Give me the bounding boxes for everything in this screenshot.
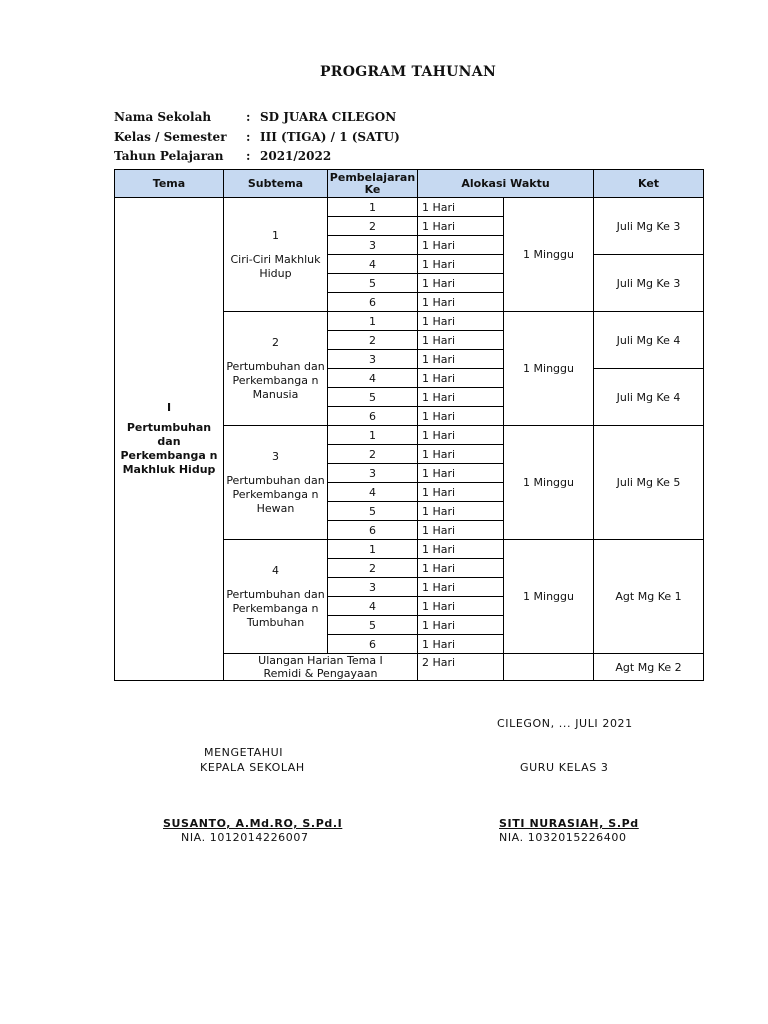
subtema-cell [224,540,328,654]
pembelajaran-number: 3 [328,464,418,483]
ket-cell: Juli Mg Ke 3 [594,198,704,255]
pembelajaran-number: 2 [328,445,418,464]
waktu-hari: 1 Hari [418,483,504,502]
pembelajaran-number: 5 [328,388,418,407]
place-date: CILEGON, ... JULI 2021 [497,717,633,730]
pembelajaran-number: 1 [328,426,418,445]
waktu-hari: 1 Hari [418,616,504,635]
waktu-hari: 1 Hari [418,350,504,369]
waktu-hari: 1 Hari [418,274,504,293]
guru-nia: NIA. 1032015226400 [499,831,627,844]
subtema-cell [224,198,328,312]
header-subtema: Subtema [224,170,328,198]
info-value: III (TIGA) / 1 (SATU) [260,130,400,144]
waktu-hari: 1 Hari [418,426,504,445]
info-separator: : [246,110,251,124]
waktu-hari: 1 Hari [418,331,504,350]
info-label: Tahun Pelajaran [114,149,224,163]
waktu-minggu: 1 Minggu [504,540,594,654]
pembelajaran-number: 6 [328,521,418,540]
header-ket: Ket [594,170,704,198]
waktu-hari: 1 Hari [418,293,504,312]
pembelajaran-number: 3 [328,236,418,255]
pembelajaran-number: 4 [328,369,418,388]
pembelajaran-number: 1 [328,312,418,331]
pembelajaran-number: 2 [328,217,418,236]
subtema-number: 1 [272,228,279,242]
ket-cell: Juli Mg Ke 4 [594,369,704,426]
tema-cell [115,198,224,681]
pembelajaran-number: 5 [328,502,418,521]
ket-cell: Agt Mg Ke 1 [594,540,704,654]
info-separator: : [246,130,251,144]
subtema-number: 3 [272,449,279,463]
waktu-hari: 1 Hari [418,445,504,464]
ulangan-label-cell [224,654,418,681]
ulangan-waktu: 2 Hari [418,654,504,681]
ket-cell: Juli Mg Ke 5 [594,426,704,540]
waktu-hari: 1 Hari [418,407,504,426]
waktu-hari: 1 Hari [418,559,504,578]
subtema-cell [224,426,328,540]
pembelajaran-number: 1 [328,540,418,559]
waktu-hari: 1 Hari [418,198,504,217]
waktu-minggu: 1 Minggu [504,198,594,312]
waktu-hari: 1 Hari [418,217,504,236]
subtema-name: Pertumbuhan dan Perkembanga n Tumbuhan [226,587,325,629]
waktu-minggu: 1 Minggu [504,312,594,426]
pembelajaran-number: 2 [328,559,418,578]
pembelajaran-number: 6 [328,293,418,312]
waktu-hari: 1 Hari [418,635,504,654]
table-row [115,198,704,217]
header-alokasi-waktu: Alokasi Waktu [418,170,594,198]
mengetahui-label: MENGETAHUI [204,746,284,759]
waktu-hari: 1 Hari [418,597,504,616]
subtema-number: 4 [272,563,279,577]
ulangan-ket: Agt Mg Ke 2 [594,654,704,681]
pembelajaran-number: 3 [328,350,418,369]
waktu-hari: 1 Hari [418,540,504,559]
header-pembelajaran: Pembelajaran Ke [328,170,418,198]
waktu-hari: 1 Hari [418,236,504,255]
pembelajaran-number: 4 [328,597,418,616]
info-label: Kelas / Semester [114,130,227,144]
tema-number: I [166,401,172,414]
ket-cell: Juli Mg Ke 3 [594,255,704,312]
pembelajaran-number: 1 [328,198,418,217]
remidi-label: Remidi & Pengayaan [263,667,378,680]
ulangan-minggu-empty [504,654,594,681]
table-header-row [115,170,704,198]
subtema-name: Ciri-Ciri Makhluk Hidup [230,252,321,280]
info-separator: : [246,149,251,163]
pembelajaran-number: 4 [328,255,418,274]
pembelajaran-number: 6 [328,407,418,426]
subtema-number: 2 [272,335,279,349]
header-tema: Tema [115,170,224,198]
guru-kelas-title: GURU KELAS 3 [520,761,609,774]
info-value: 2021/2022 [260,149,332,163]
subtema-name: Pertumbuhan dan Perkembanga n Hewan [226,473,325,515]
waktu-minggu: 1 Minggu [504,426,594,540]
waktu-hari: 1 Hari [418,312,504,331]
pembelajaran-number: 6 [328,635,418,654]
ulangan-label: Ulangan Harian Tema I [258,654,383,667]
subtema-cell [224,312,328,426]
page-title: PROGRAM TAHUNAN [319,64,497,80]
pembelajaran-number: 5 [328,616,418,635]
pembelajaran-number: 3 [328,578,418,597]
waktu-hari: 1 Hari [418,464,504,483]
subtema-name: Pertumbuhan dan Perkembanga n Manusia [226,359,325,401]
tema-title: Pertumbuhan dan Perkembanga n Makhluk Hidup [120,421,218,476]
pembelajaran-number: 2 [328,331,418,350]
pembelajaran-number: 4 [328,483,418,502]
info-value: SD JUARA CILEGON [260,110,397,124]
waktu-hari: 1 Hari [418,502,504,521]
guru-name: SITI NURASIAH, S.Pd [499,817,639,830]
waktu-hari: 1 Hari [418,369,504,388]
kepala-sekolah-nia: NIA. 1012014226007 [181,831,309,844]
kepala-sekolah-name: SUSANTO, A.Md.RO, S.Pd.I [163,817,343,830]
waktu-hari: 1 Hari [418,255,504,274]
kepala-sekolah-title: KEPALA SEKOLAH [200,761,305,774]
waktu-hari: 1 Hari [418,578,504,597]
pembelajaran-number: 5 [328,274,418,293]
waktu-hari: 1 Hari [418,521,504,540]
waktu-hari: 1 Hari [418,388,504,407]
program-table [114,169,704,681]
ket-cell: Juli Mg Ke 4 [594,312,704,369]
info-label: Nama Sekolah [114,110,212,124]
